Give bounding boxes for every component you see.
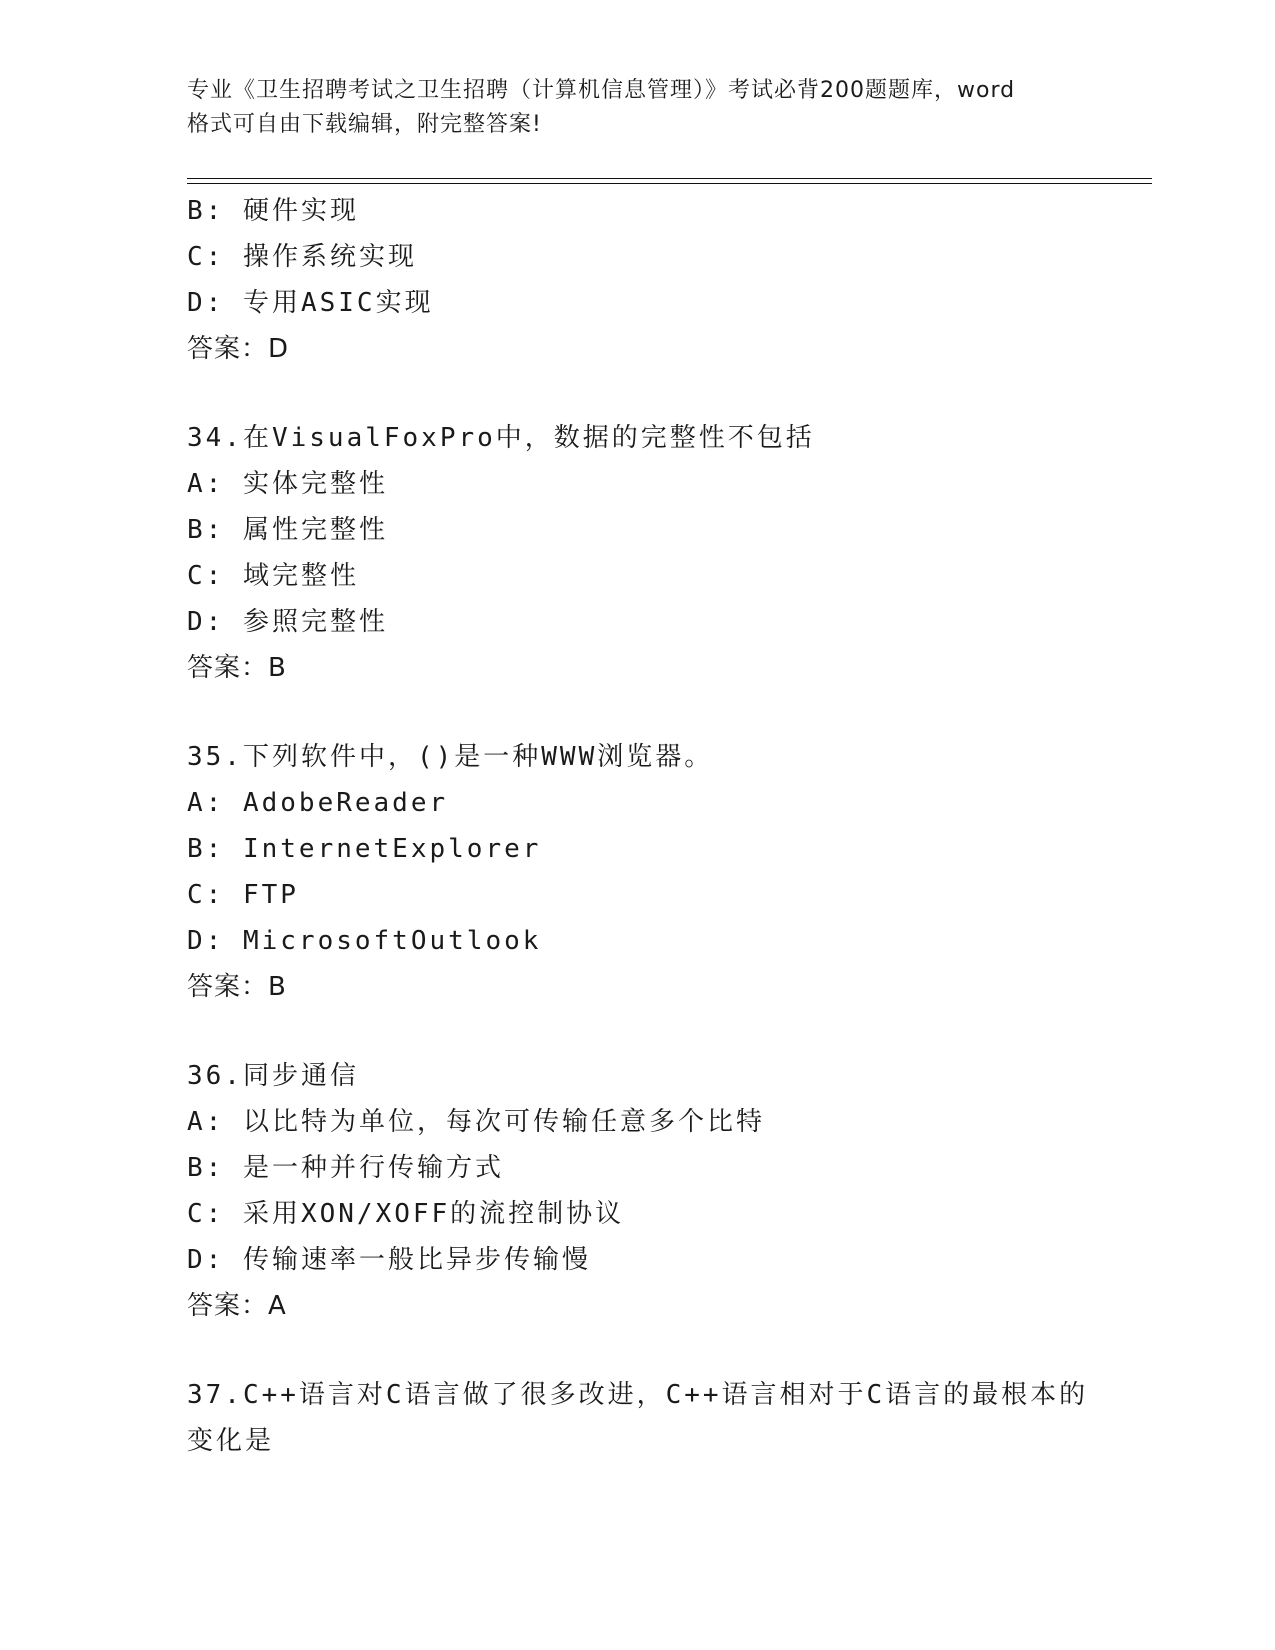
option-b: B: 是一种并行传输方式: [187, 1153, 504, 1183]
answer-line: 答案：A: [187, 1291, 287, 1321]
spacer: [187, 372, 1087, 415]
question-36-block: [187, 1053, 1087, 1329]
option-b: B: 属性完整性: [187, 515, 388, 545]
answer-line: 答案：B: [187, 972, 287, 1002]
question-34-block: [187, 415, 1087, 691]
option-d: D: 参照完整性: [187, 607, 388, 637]
option-a: A: 以比特为单位，每次可传输任意多个比特: [187, 1107, 765, 1137]
question-content: [187, 188, 1087, 1464]
option-b: B: 硬件实现: [187, 196, 359, 226]
question-text: 34.在VisualFoxPro中，数据的完整性不包括: [187, 423, 815, 453]
option-c: C: 采用XON/XOFF的流控制协议: [187, 1199, 625, 1229]
header-line-2: 格式可自由下载编辑，附完整答案!: [187, 112, 542, 137]
question-33-block: [187, 188, 1087, 372]
option-d: D: 专用ASIC实现: [187, 288, 434, 318]
header-divider-thick: [187, 178, 1152, 179]
answer-line: 答案：B: [187, 653, 287, 683]
option-c: C: FTP: [187, 880, 299, 910]
spacer: [187, 691, 1087, 734]
option-a: A: 实体完整性: [187, 469, 388, 499]
question-text: 35.下列软件中，()是一种WWW浏览器。: [187, 742, 714, 772]
question-text: 36.同步通信: [187, 1061, 359, 1091]
question-text-line-2: 变化是: [187, 1426, 275, 1456]
option-d: D: 传输速率一般比异步传输慢: [187, 1245, 591, 1275]
question-text-line-1: 37.C++语言对C语言做了很多改进，C++语言相对于C语言的最根本的: [187, 1380, 1089, 1410]
option-d: D: MicrosoftOutlook: [187, 926, 542, 956]
question-35-block: [187, 734, 1087, 1010]
option-a: A: AdobeReader: [187, 788, 449, 818]
spacer: [187, 1329, 1087, 1372]
option-b: B: InternetExplorer: [187, 834, 542, 864]
answer-line: 答案：D: [187, 334, 290, 364]
option-c: C: 操作系统实现: [187, 242, 417, 272]
document-header: [187, 74, 1087, 142]
spacer: [187, 1010, 1087, 1053]
header-line-1: 专业《卫生招聘考试之卫生招聘（计算机信息管理）》考试必背200题题库，word: [187, 78, 1016, 103]
option-c: C: 域完整性: [187, 561, 359, 591]
header-divider-thin: [187, 183, 1152, 184]
question-37-block: [187, 1372, 1087, 1464]
